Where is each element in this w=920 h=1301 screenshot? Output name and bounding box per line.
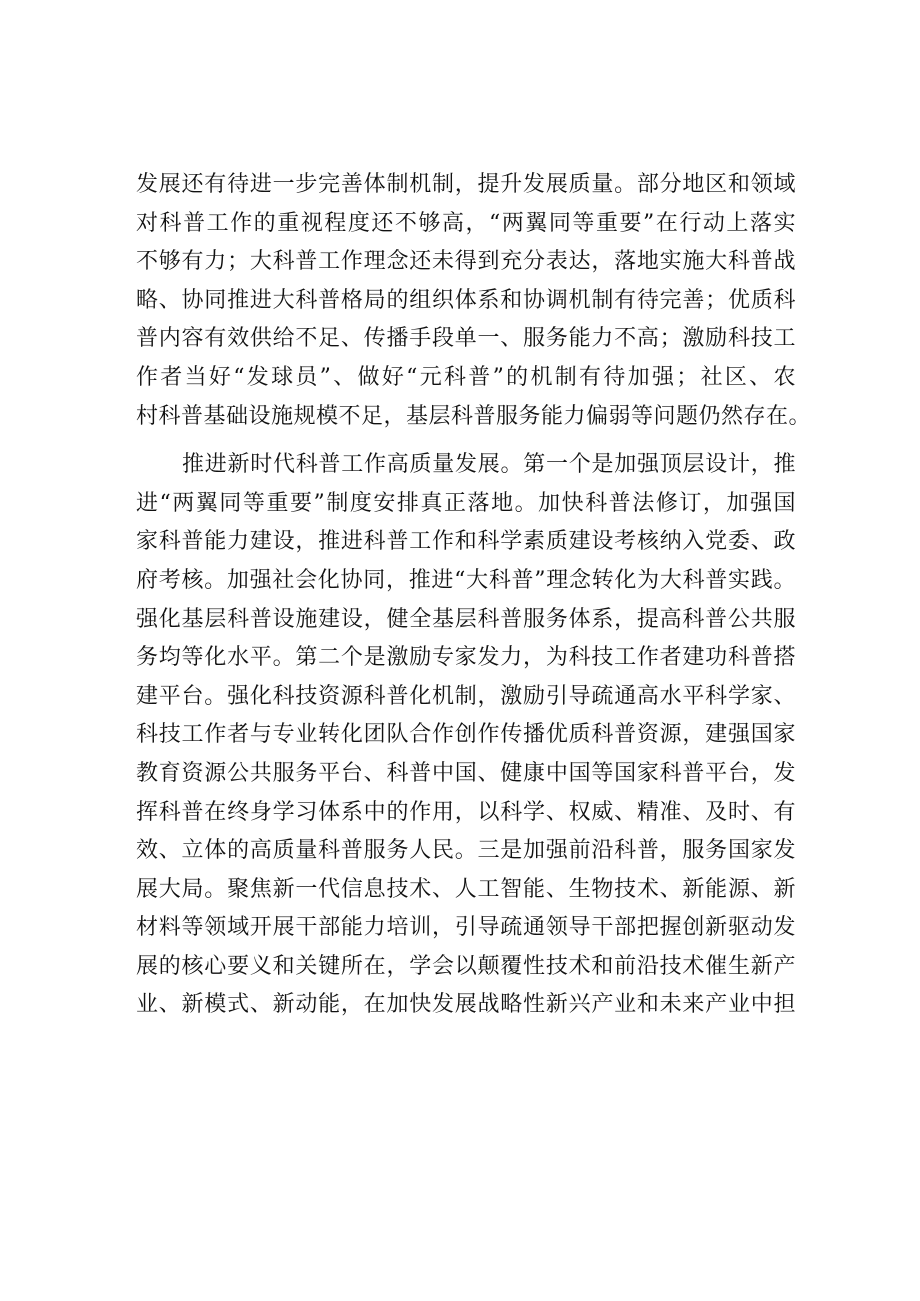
text-line: 强化基层科普设施建设，健全基层科普服务体系，提高科普公共服 (136, 606, 796, 632)
text-line: 对科普工作的重视程度还不够高，“两翼同等重要”在行动上落实 (136, 210, 796, 236)
text-line: 进“两翼同等重要”制度安排真正落地。加快科普法修订，加强国 (136, 490, 796, 516)
text-line: 村科普基础设施规模不足，基层科普服务能力偏弱等问题仍然存在。 (136, 403, 812, 429)
text-line: 材料等领域开展干部能力培训，引导疏通领导干部把握创新驱动发 (136, 915, 796, 941)
text-line: 展大局。聚焦新一代信息技术、人工智能、生物技术、新能源、新 (136, 876, 796, 902)
text-line: 科技工作者与专业转化团队合作创作传播优质科普资源，建强国家 (136, 722, 796, 748)
paragraph-2 (136, 446, 796, 1025)
document-body (136, 166, 812, 1025)
text-line: 教育资源公共服务平台、科普中国、健康中国等国家科普平台，发 (136, 760, 796, 786)
paragraph-1 (136, 166, 812, 436)
text-line: 家科普能力建设，推进科普工作和科学素质建设考核纳入党委、政 (136, 529, 796, 555)
text-line: 展的核心要义和关键所在，学会以颠覆性技术和前沿技术催生新产 (136, 953, 796, 979)
text-line: 推进新时代科普工作高质量发展。第一个是加强顶层设计，推 (182, 452, 796, 478)
text-line: 作者当好“发球员”、做好“元科普”的机制有待加强；社区、农 (136, 364, 796, 390)
text-line: 效、立体的高质量科普服务人民。三是加强前沿科普，服务国家发 (136, 838, 796, 864)
text-line: 不够有力；大科普工作理念还未得到充分表达，落地实施大科普战 (136, 249, 796, 275)
text-line: 挥科普在终身学习体系中的作用，以科学、权威、精准、及时、有 (136, 799, 796, 825)
text-line: 略、协同推进大科普格局的组织体系和协调机制有待完善；优质科 (136, 287, 796, 313)
text-line: 务均等化水平。第二个是激励专家发力，为科技工作者建功科普搭 (136, 645, 796, 671)
text-line: 普内容有效供给不足、传播手段单一、服务能力不高；激励科技工 (136, 326, 796, 352)
text-line: 发展还有待进一步完善体制机制，提升发展质量。部分地区和领域 (136, 172, 796, 197)
text-line: 业、新模式、新动能，在加快发展战略性新兴产业和未来产业中担 (136, 992, 796, 1018)
text-line: 建平台。强化科技资源科普化机制，激励引导疏通高水平科学家、 (136, 683, 796, 709)
text-line: 府考核。加强社会化协同，推进“大科普”理念转化为大科普实践。 (136, 567, 796, 593)
